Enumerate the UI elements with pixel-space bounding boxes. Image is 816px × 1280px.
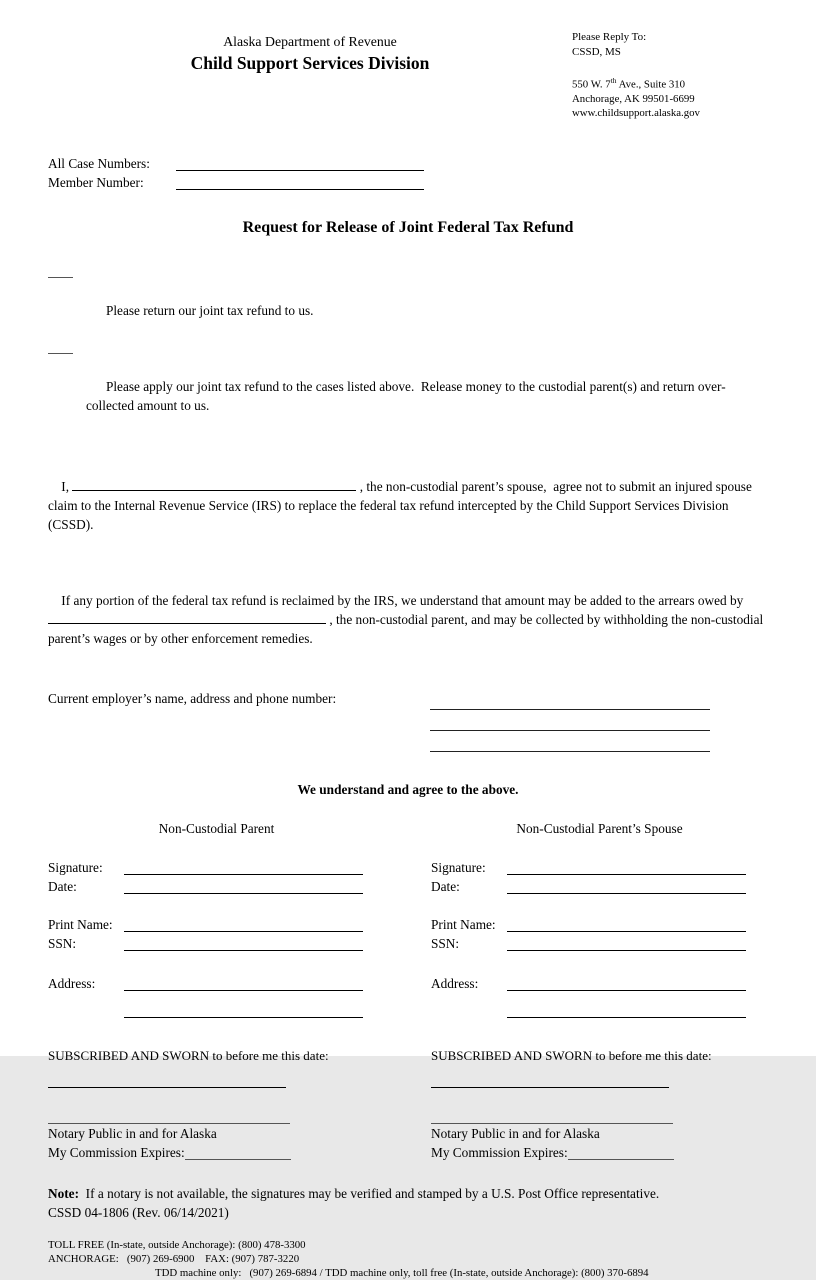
non-custodial-parent-name-field[interactable]	[48, 610, 326, 624]
ncp-print-name-field[interactable]	[124, 915, 363, 932]
agency-title-block	[48, 30, 572, 120]
p1-text-pre: I,	[61, 478, 73, 494]
employer-section	[48, 689, 768, 752]
reply-to-label: Please Reply To:	[572, 31, 647, 43]
ncps-ssn-field[interactable]	[507, 934, 746, 951]
spouse-name-field[interactable]	[72, 477, 356, 491]
reply-address-line1	[572, 74, 768, 92]
ncps-heading: Non-Custodial Parent’s Spouse	[516, 820, 683, 836]
reply-address-line2: Anchorage, AK 99501-6699	[572, 92, 695, 105]
option-apply-refund-blank[interactable]	[48, 353, 73, 354]
ncp-address-label: Address:	[48, 975, 96, 991]
tdd-line: TDD machine only: (907) 269-6894 / TDD machine only, toll free (In-state, outside Anchorage): (800) 370-6894	[155, 1266, 649, 1279]
contact-footer	[48, 1238, 768, 1280]
note-text: If a notary is not available, the signatures may be verified and stamped by a U.S. Post Office representative.	[79, 1185, 660, 1201]
ncp-sworn-date-field[interactable]	[48, 1065, 286, 1088]
ncp-print-name-label: Print Name:	[48, 916, 113, 932]
ncps-sworn-date-field[interactable]	[431, 1065, 669, 1088]
ncps-commission-label: My Commission Expires:	[431, 1144, 568, 1160]
ncps-address-field[interactable]	[507, 974, 746, 991]
member-number-field[interactable]	[176, 173, 424, 190]
p2-text-post: , the non-custodial parent, and may be collected by withholding the non-custodial parent’s wages or by other enforcement remedies.	[48, 611, 767, 646]
ncp-heading: Non-Custodial Parent	[158, 820, 275, 836]
ncp-signature-field[interactable]	[124, 858, 363, 875]
reply-website: www.childsupport.alaska.gov	[572, 106, 700, 119]
employer-field-line-2[interactable]	[430, 710, 710, 731]
ncp-print-name-row	[48, 915, 385, 934]
employer-label: Current employer’s name, address and phone number:	[48, 690, 337, 706]
all-case-numbers-label: All Case Numbers:	[48, 155, 150, 171]
ncps-print-name-row	[431, 915, 768, 934]
ncps-notary-signature-field[interactable]	[431, 1101, 673, 1124]
ncps-date-row	[431, 877, 768, 896]
p1-text-post: , the non-custodial parent’s spouse, agree not to submit an injured spouse claim to the Internal Revenue Service (IRS) to replace the federal tax refund intercepted by the Child Support Services Division (CSSD).	[48, 478, 756, 532]
ncp-date-field[interactable]	[124, 877, 363, 894]
ncps-date-field[interactable]	[507, 877, 746, 894]
case-info-section	[48, 154, 768, 192]
ncp-signature-row	[48, 858, 385, 877]
ncp-date-row	[48, 877, 385, 896]
address-street-ordinal: th	[610, 76, 617, 85]
ncp-commission-row	[48, 1143, 385, 1162]
option-apply-refund	[48, 339, 768, 434]
agreement-statement: We understand and agree to the above.	[297, 781, 519, 797]
form-number: CSSD 04-1806 (Rev. 06/14/2021)	[48, 1204, 229, 1220]
ncps-address-row-2	[431, 1001, 768, 1020]
ncps-ssn-label: SSN:	[431, 935, 460, 951]
ncps-signature-label: Signature:	[431, 859, 486, 875]
ncps-notary-label: Notary Public in and for Alaska	[431, 1125, 600, 1141]
ncps-commission-row	[431, 1143, 768, 1162]
ncps-date-label: Date:	[431, 878, 460, 894]
employer-field-line-1[interactable]	[430, 689, 710, 710]
arrears-paragraph	[48, 572, 768, 667]
employer-fields	[430, 689, 710, 752]
ncp-signature-label: Signature:	[48, 859, 103, 875]
address-street-post: Ave., Suite 310	[616, 78, 686, 91]
ncp-commission-label: My Commission Expires:	[48, 1144, 185, 1160]
ncp-address-row-2	[48, 1001, 385, 1020]
ncps-signature-field[interactable]	[507, 858, 746, 875]
note-label: Note:	[48, 1185, 80, 1201]
ncps-address-label: Address:	[431, 975, 479, 991]
signature-section	[48, 819, 768, 1162]
anchorage-line: ANCHORAGE: (907) 269-6900 FAX: (907) 787-3220	[48, 1252, 300, 1265]
ncps-signature-row	[431, 858, 768, 877]
ncps-ssn-row	[431, 934, 768, 953]
member-number-label: Member Number:	[48, 174, 144, 190]
ncp-column	[48, 819, 385, 1162]
ncp-address-spacer	[48, 1001, 124, 1020]
all-case-numbers-row	[48, 154, 768, 173]
ncp-notary-signature-field[interactable]	[48, 1101, 290, 1124]
member-number-row	[48, 173, 768, 192]
ncps-print-name-label: Print Name:	[431, 916, 496, 932]
ncp-address-field-2[interactable]	[124, 1001, 363, 1018]
ncp-sworn-label: SUBSCRIBED AND SWORN to before me this date:	[48, 1047, 329, 1063]
department-name: Alaska Department of Revenue	[223, 34, 397, 49]
ncp-commission-expires-field[interactable]	[185, 1143, 291, 1160]
ncp-date-label: Date:	[48, 878, 77, 894]
ncps-commission-expires-field[interactable]	[568, 1143, 674, 1160]
reply-to-block	[572, 30, 768, 120]
ncps-sworn-label: SUBSCRIBED AND SWORN to before me this date:	[431, 1047, 712, 1063]
reply-to-unit: CSSD, MS	[572, 45, 621, 58]
ncps-column	[431, 819, 768, 1162]
refund-options	[48, 263, 768, 434]
toll-free-line: TOLL FREE (In-state, outside Anchorage): (800) 478-3300	[48, 1238, 306, 1251]
ncp-ssn-field[interactable]	[124, 934, 363, 951]
option-apply-refund-text: Please apply our joint tax refund to the cases listed above. Release money to the custodial parent(s) and return over-collected amount to us.	[86, 378, 726, 413]
p2-text-pre: If any portion of the federal tax refund is reclaimed by the IRS, we understand that amount may be added to the arrears owed by	[61, 592, 747, 608]
option-return-refund-text: Please return our joint tax refund to us.	[105, 302, 314, 318]
letterhead	[48, 30, 768, 120]
notary-note	[48, 1184, 768, 1203]
form-title: Request for Release of Joint Federal Tax Refund	[242, 218, 574, 236]
ncps-address-row	[431, 974, 768, 993]
ncp-address-row	[48, 974, 385, 993]
ncp-ssn-label: SSN:	[48, 935, 77, 951]
ncps-print-name-field[interactable]	[507, 915, 746, 932]
employer-field-line-3[interactable]	[430, 731, 710, 752]
ncp-address-field[interactable]	[124, 974, 363, 991]
injured-spouse-paragraph	[48, 458, 768, 553]
division-name: Child Support Services Division	[190, 53, 430, 73]
ncps-address-field-2[interactable]	[507, 1001, 746, 1018]
address-street-pre: 550 W. 7	[572, 78, 611, 91]
option-return-refund	[48, 263, 768, 339]
ncp-notary-label: Notary Public in and for Alaska	[48, 1125, 217, 1141]
option-return-refund-blank[interactable]	[48, 277, 73, 278]
all-case-numbers-field[interactable]	[176, 154, 424, 171]
ncp-ssn-row	[48, 934, 385, 953]
ncps-address-spacer	[431, 1001, 507, 1020]
reply-address	[572, 74, 768, 120]
